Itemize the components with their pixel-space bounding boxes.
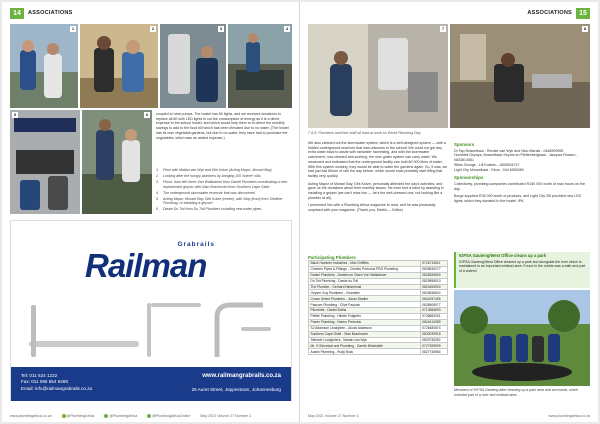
photo-badge: 3: [219, 26, 223, 31]
photo-badge: 2: [151, 26, 155, 31]
advert-website-link[interactable]: www.railmangrabrails.co.za: [202, 373, 281, 379]
plumber-phone: 0728683201: [420, 314, 447, 320]
plumber-phone: 0827746984: [420, 349, 447, 355]
footer-site-link[interactable]: www.plumbingafrica.co.za: [10, 413, 52, 418]
plumber-phone: 0727399999: [420, 343, 447, 349]
photo-4: [228, 24, 292, 108]
footer-facebook[interactable]: @PlumbingAfrica: [104, 414, 137, 418]
photo-captions: [156, 168, 292, 214]
photo-iopsa-members-park: [454, 290, 590, 386]
plumber-phone: 0842257455: [420, 296, 447, 302]
railman-logo: [77, 241, 227, 289]
photo-3: [160, 24, 226, 108]
left-footer: [10, 414, 251, 418]
footer-linkedin[interactable]: @PlumbingAfricaOnline: [147, 414, 190, 418]
linkedin-icon: [147, 414, 151, 418]
participating-plumbers-heading: Participating Plumbers: [308, 255, 356, 260]
page-number: 15: [576, 8, 590, 19]
plumber-name: Mr. G Electrical and Plumbing - Gareth Birtwhistle: [309, 343, 421, 349]
plumber-phone: 0824454924: [420, 284, 447, 290]
right-footer: [308, 414, 590, 418]
caption-item: 3. PlumL from left Owen Van Wallasboer from Daniel Plumbers coordinating a new replacement geyser with Gian Boschoven from Southern Cape Gidel.: [156, 180, 288, 189]
right-page: [300, 2, 598, 422]
body-paragraph: Acting Mayor of Mossel Bay, Dirk Kotze, personally attended the day's activities, and gave us the donations about their monthly issues. He even lent a hand by assisting in installing a geyser (we can't miss him — he's the well-dressed one, not looking like a plumber at all).: [308, 181, 444, 200]
plumber-row: [309, 272, 448, 278]
plumber-phone: 0829735392: [420, 337, 447, 343]
plumber-name: Du Toit Plumbing - Dawie du Toit: [309, 278, 421, 284]
grabrail-products-illustration: [27, 297, 277, 363]
plumber-name: Crown Select Plumbers - Johan Stadler: [309, 296, 421, 302]
plumber-row: [309, 349, 448, 355]
photo-badge: 1: [71, 26, 75, 31]
plumber-name: Austin Plumbing - Rudy Bock: [309, 349, 421, 355]
plumber-phone: 0726715511: [420, 261, 447, 267]
body-text: coupled to heat pumps. The hostel has 60 lights, and we received donations to replace all 60 with LED lights to cut the consumption of energy as it is a direct expense to the school hostel, and which would help them to re-direct the monthly savings to add to the food bill which has been elevated due to no water. (The hostel has its own vegetable gardens, but due to no water, they have had to purchase the vegetables, which was an added expense.): [156, 112, 289, 140]
photo-badge: 4: [285, 26, 289, 31]
advert-address: 25 Auret Street, Jeppestown, Johannesburg: [191, 387, 281, 392]
plumber-phone: 0829555010: [420, 278, 447, 284]
footer-issue: May 2021 Volume 27 Number 3: [200, 413, 251, 418]
plumber-phone: 0828508977: [420, 302, 447, 308]
photo-badge: 7: [441, 26, 445, 31]
magazine-spread: [2, 2, 598, 422]
caption-item: 1. Plum with Matlan van Wyk and Dirk Kotze (Acting Mayor, Mossel Bay).: [156, 168, 273, 172]
park-photo-caption: Members of IOPSA Gauteng after cleaning up a park area and surrounds, which included part of a river and wetland area.: [454, 388, 579, 397]
plumber-name: Daniel Plumbers - Daniels en Owen Von Wallasboer: [309, 272, 421, 278]
plumber-name: Stehwel Loodgieters - Marlan van Wyk: [309, 337, 421, 343]
photo-5: [10, 110, 80, 214]
plumber-name: Black Hammer Industries - Max Griffiths: [309, 261, 421, 267]
railman-advert[interactable]: [10, 220, 292, 401]
plumber-name: SJ Adamson Leodgleen - Alouis Adamson: [309, 325, 421, 331]
photo-park-cleanup: [454, 290, 590, 386]
left-page-header: [10, 8, 292, 19]
photo-7: [308, 24, 448, 128]
sponsor-item: Light City Mosselbaai - Elma - 044 6950360: [454, 167, 524, 172]
body-paragraph: We also cleaned out the stormwater system, which is a well-designed system — with a hidden underground reservoir that was unknown to the school! We could not get any extra water back to assist with rainwater harvesting, and with the stormwater catchment, now cleaned and working, the new gutter system can carry water. We measured and estimated that the underground facility can hold 60 000 litres of water. With this system working, they would be able to water the gardens again. So, it was, we had just lost 80mm of rain the day before, which would most probably start filling that facility very quickly.: [308, 141, 448, 178]
photo-2: [80, 24, 158, 108]
advert-email[interactable]: Email: info@railmangrabrails.co.za: [21, 385, 93, 391]
caption-item: 2. Looking after the hungry plumbers by bringing 100 'boerie' rolls.: [156, 174, 262, 179]
plumbers-table: [308, 260, 448, 355]
photo-boerie-rolls: [80, 24, 158, 108]
advert-contact-details: [21, 373, 92, 392]
photo-geyser-replacement: [160, 24, 226, 108]
plumber-name: Cheeten Pipes & Fittings - Charles Pretorius PRO Plumbing: [309, 266, 421, 272]
plumber-phone: 0713966690: [420, 308, 447, 314]
plumber-phone: 0832039918: [420, 331, 447, 337]
photo-plumbers-at-work-7: [308, 24, 448, 128]
logo-grabrails: Grabrails: [177, 241, 215, 248]
plumber-row: [309, 343, 448, 349]
plumber-phone: 0824410089: [420, 319, 447, 325]
plumber-name: Southern Cape Gidel - Sian Boschoven: [309, 331, 421, 337]
sponsors-heading: Sponsors: [454, 142, 475, 147]
caption-item: 6. Dawie Du Toit from Du Toit Plumbers installing new water pipes.: [156, 207, 263, 212]
plumber-name: Power Plumbing - Nanco Pretorius: [309, 319, 421, 325]
caption-item: 4. The underground stormwater reservoir that was discovered.: [156, 190, 256, 195]
page-number: 14: [10, 8, 24, 19]
sponsors-block: [454, 141, 590, 207]
sponsor-item: Humbfelt Geysys, Mosselbaai, Keyms en Plettenbergbaai - Jacques Rosseu - 0833814561: [454, 153, 578, 163]
plumber-name: Pascom Plumbing - Clive Pascom: [309, 302, 421, 308]
photo-water-pipes: [82, 110, 152, 214]
section-title: ASSOCIATIONS: [28, 10, 73, 16]
advert-contact-bar: [11, 367, 291, 401]
photo-6: [82, 110, 152, 214]
news-box-title: IOPSA Gauteng/West Office cleans up a park: [459, 253, 547, 258]
logo-railman: Railman: [85, 247, 207, 284]
photo-plumbers-mayor: [10, 24, 78, 108]
advert-fax: Fax: 011 086 654 9488: [21, 379, 68, 385]
photo-badge: 6: [145, 112, 149, 117]
right-body-column: [308, 141, 448, 216]
footer-twitter[interactable]: @PlumbingAfrica: [62, 414, 95, 418]
photo-acting-mayor-geyser: [10, 110, 80, 214]
photo-badge: 8: [583, 26, 587, 31]
iopsa-news-box: [454, 252, 590, 288]
plumber-phone: 0833546624: [420, 290, 447, 296]
footer-issue: May 2021 Volume 27 Number 3: [308, 414, 359, 418]
plumber-phone: 0728480874: [420, 325, 447, 331]
facebook-icon: [104, 414, 108, 418]
footer-site-link[interactable]: www.plumbingafrica.co.za: [548, 414, 590, 418]
section-title: ASSOCIATIONS: [527, 10, 572, 16]
photo-badge: 5: [13, 112, 17, 117]
news-box-text: IOPSA Gauteng/West Office cleaned up a park and alongside the river which is maintained to an important wetland area. Found in the rubble was a bath and part of a cistern!: [459, 259, 586, 273]
sponsorships-text: Collectively, plumbing companies contributed R150 000 worth of man hours on the day.: [454, 181, 585, 191]
plumber-phone: 0828930277: [420, 266, 447, 272]
photo-stormwater-reservoir: [228, 24, 292, 108]
twitter-icon: [62, 414, 66, 418]
sponsorships-text-2: Borge supplied R35 000 worth of products, and Light City SB provided new LED lights, which they donated to the hostel. IPA: [454, 194, 582, 204]
photo-plumbers-at-work-8: [450, 24, 590, 128]
photo-8: [450, 24, 590, 128]
photo-1: [10, 24, 78, 108]
photo-caption: 7 & 8. Plumbers and their staff all hard at work on World Plumbing Day.: [308, 131, 422, 135]
plumber-name: The Plumber - Gerhard Niederhold: [309, 284, 421, 290]
plumber-name: Pettite Plumbing - Hilette Potgieter: [309, 314, 421, 320]
plumber-row: [309, 266, 448, 272]
plumber-phone: 0828260690: [420, 272, 447, 278]
body-paragraph: I presented him with a Plumbing Africa magazine to read, and he was pleasantly surprised with your magazine. (Thank you, Martin — Editor): [308, 203, 436, 213]
plumber-name: Geyser Guy Plumbers - Chantelle: [309, 290, 421, 296]
right-page-header: [308, 8, 590, 19]
sponsorships-heading: Sponsorships: [454, 175, 484, 181]
sponsor-item: Dr Tap Mosselbaai - Renate van Wyk and Nico Marais - 0448909955: [454, 148, 564, 153]
plumber-name: Plumbrite - Daniel Botha: [309, 308, 421, 314]
caption-item: 5. Acting Mayor, Mossel Bay, Dirk Kotze (centre), with Stay (front) from Shelther Plumbing, re-installing a geyser!: [156, 196, 283, 206]
advert-tel[interactable]: Tel: 011 624 1222: [21, 373, 58, 378]
left-page: [2, 2, 300, 422]
sponsor-item: Stiles George - Lili Kuisten - 0828934747: [454, 162, 520, 167]
